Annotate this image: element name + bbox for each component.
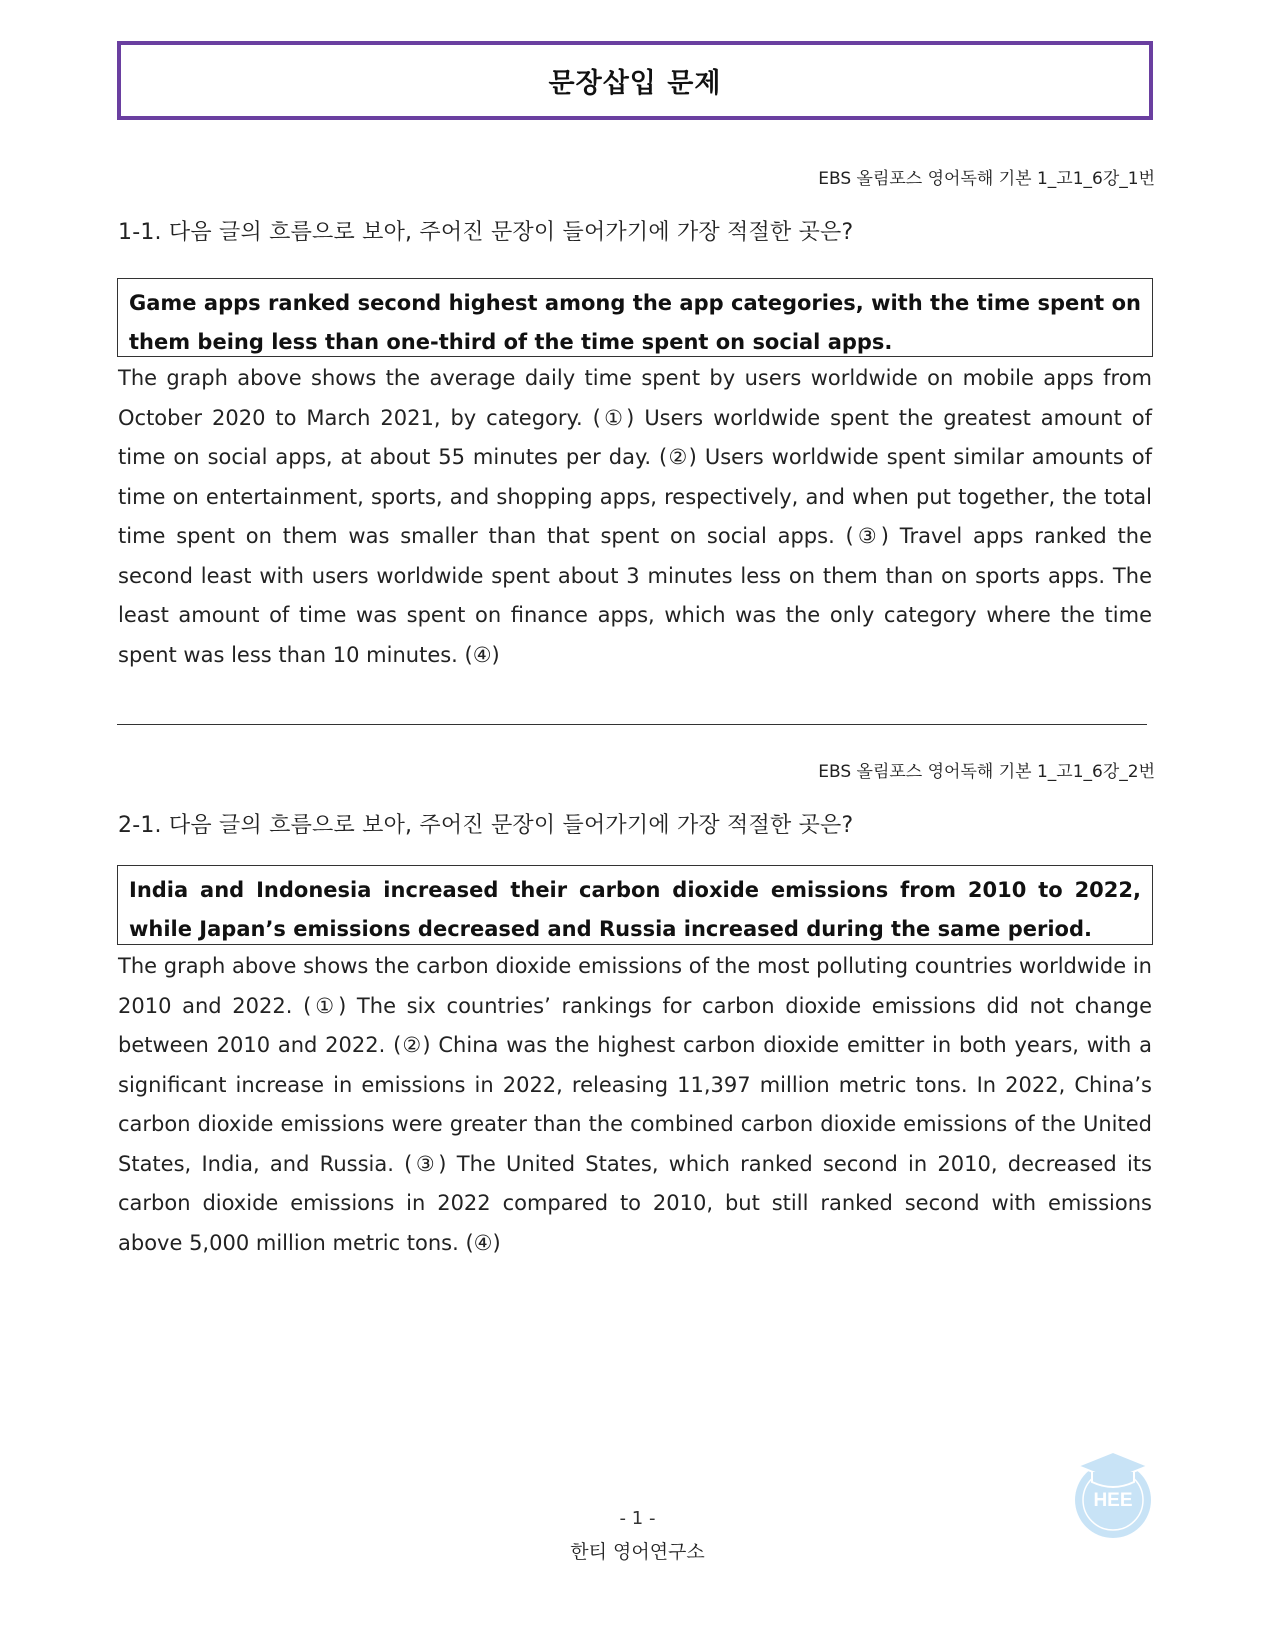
question-1-passage: The graph above shows the average daily time spent by users worldwide on mobile apps from October 2020 to March 2021, by category. (①) Users worldwide spent the greatest amount of time on social apps, at about 55 minutes per day. (②) Users worldwide spent similar amounts of time on entertainment, sports, and shopping apps, respectively, and when put together, the total time spent on them was smaller than that spent on social apps. (③) Travel apps ranked the second least with users worldwide spent about 3 minutes less on them than on sports apps. The least amount of time was spent on finance apps, which was the only category where the time spent was less than 10 minutes. (④) <box>118 366 1152 667</box>
hee-logo <box>1068 1450 1158 1540</box>
logo-text: HEE <box>1093 1490 1133 1511</box>
question-2-given-sentence: India and Indonesia increased their carbon dioxide emissions from 2010 to 2022, while Japan’s emissions decreased and Russia increased during the same period. <box>117 865 1153 945</box>
question-1-given-sentence: Game apps ranked second highest among the app categories, with the time spent on them being less than one-third of the time spent on social apps. <box>117 278 1153 357</box>
question-1-prompt: 1-1. 다음 글의 흐름으로 보아, 주어진 문장이 들어가기에 가장 적절한 곳은? <box>118 220 854 245</box>
section-divider <box>117 724 1147 725</box>
footer-org: 한티 영어연구소 <box>570 1541 705 1563</box>
page-title: 문장삽입 문제 <box>548 68 722 99</box>
question-1-source: EBS 올림포스 영어독해 기본 1_고1_6강_1번 <box>818 169 1155 189</box>
page-number: - 1 - <box>619 1508 656 1529</box>
title-box <box>117 41 1153 120</box>
question-2-prompt: 2-1. 다음 글의 흐름으로 보아, 주어진 문장이 들어가기에 가장 적절한 곳은? <box>118 813 854 838</box>
question-2-source: EBS 올림포스 영어독해 기본 1_고1_6강_2번 <box>818 762 1155 782</box>
question-2-passage: The graph above shows the carbon dioxide emissions of the most polluting countries worldwide in 2010 and 2022. (①) The six countries’ rankings for carbon dioxide emissions did not change between 2010 and 2022. (②) China was the highest carbon dioxide emitter in both years, with a significant increase in emissions in 2022, releasing 11,397 million metric tons. In 2022, China’s carbon dioxide emissions were greater than the combined carbon dioxide emissions of the United States, India, and Russia. (③) The United States, which ranked second in 2010, decreased its carbon dioxide emissions in 2022 compared to 2010, but still ranked second with emissions above 5,000 million metric tons. (④) <box>118 954 1152 1255</box>
